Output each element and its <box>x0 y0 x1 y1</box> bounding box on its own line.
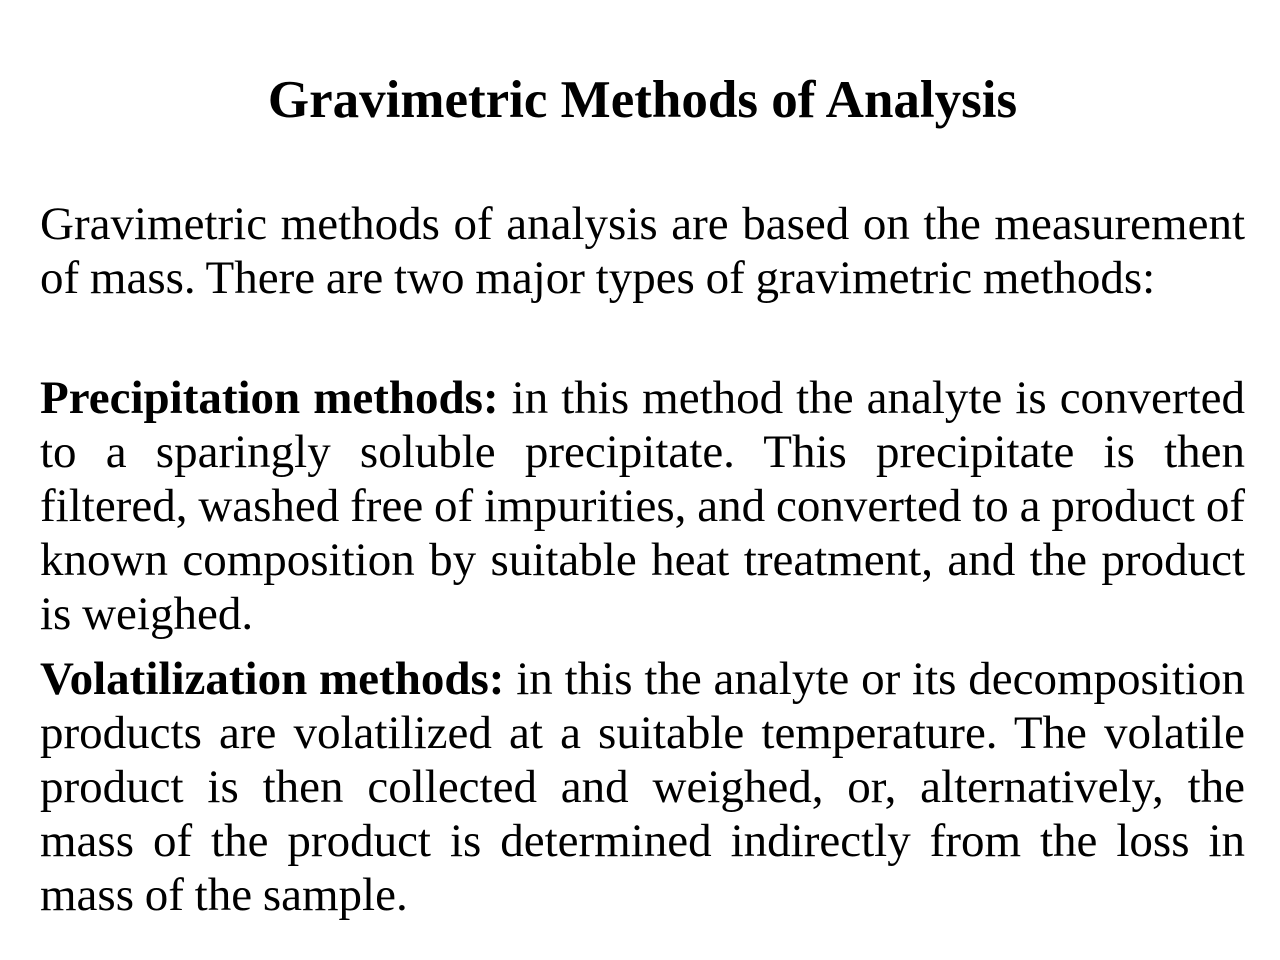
volatilization-text: in this the analyte or its decomposition products are volatilized at a suitable temperature. The volatile product is then collected and weighed, or, alternatively, the mass of the product is determined indirectly from the loss in mass of the sample. <box>40 653 1245 921</box>
precipitation-term: Precipitation methods: <box>40 372 499 424</box>
precipitation-paragraph <box>40 371 1245 641</box>
intro-paragraph: Gravimetric methods of analysis are based on the measurement of mass. There are two major types of gravimetric methods: <box>40 198 1245 304</box>
volatilization-term: Volatilization methods: <box>40 653 505 705</box>
volatilization-paragraph <box>40 652 1245 922</box>
document-title: Gravimetric Methods of Analysis <box>267 71 1018 129</box>
precipitation-text: in this method the analyte is converted to a sparingly soluble precipitate. This precipitate is then filtered, washed free of impurities, and converted to a product of known composition by suitable heat treatment, and the product is weighed. <box>40 372 1245 640</box>
document-page <box>40 0 1245 960</box>
